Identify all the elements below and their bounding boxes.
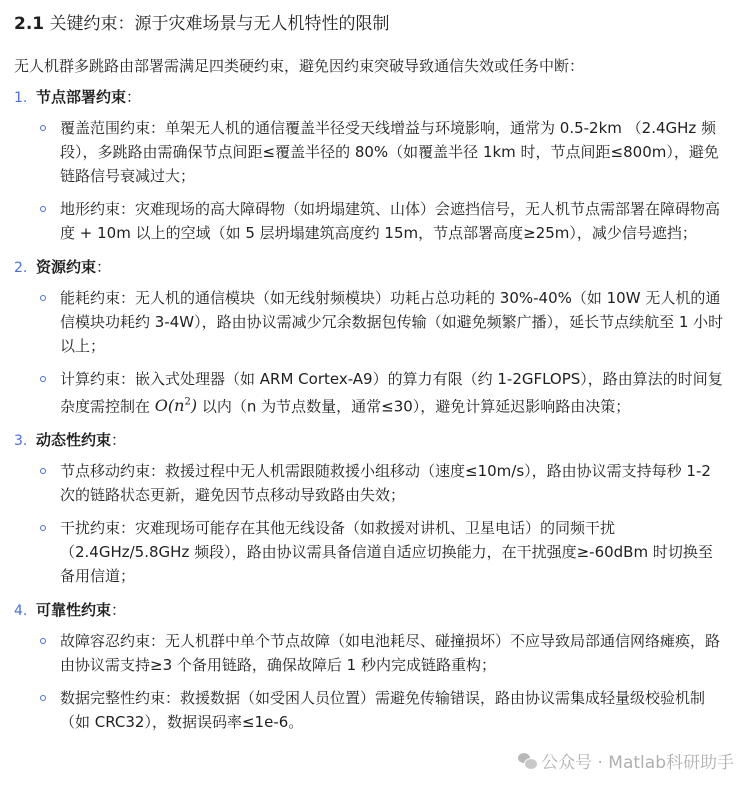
- section-colon: ：: [111, 431, 127, 450]
- section-number: 2.: [14, 260, 28, 276]
- constraint-section-dynamics: [14, 427, 742, 588]
- item-text: 干扰约束：灾难现场可能存在其他无线设备（如救援对讲机、卫星电话）的同频干扰 （2.4GHz/5.8GHz 频段），路由协议需具备信道自适应切换能力，在干扰强度≥-60dBm 时切换至备用信道；: [60, 519, 713, 586]
- math-exponent: 2: [184, 397, 191, 408]
- section-heading: [14, 10, 742, 38]
- item-text: 节点移动约束：救援过程中无人机需跟随救援小组移动（速度≤10m/s），路由协议需支持每秒 1-2 次的链路状态更新，避免因节点移动导致路由失效；: [60, 462, 711, 505]
- circle-bullet-icon: [40, 525, 46, 531]
- constraint-section-resource: [14, 254, 742, 418]
- section-label: 动态性约束: [36, 431, 112, 450]
- sub-list: [14, 459, 742, 588]
- math-close: ): [190, 396, 198, 416]
- section-title: [14, 84, 742, 111]
- circle-bullet-icon: [40, 295, 46, 301]
- item-text: 数据完整性约束：救援数据（如受困人员位置）需避免传输错误，路由协议需集成轻量级校验机制（如 CRC32），数据误码率≤1e-6。: [60, 689, 706, 732]
- section-title: [14, 254, 742, 281]
- circle-bullet-icon: [40, 376, 46, 382]
- list-item: [14, 459, 742, 507]
- sub-list: [14, 286, 742, 418]
- list-item: [14, 516, 742, 588]
- wechat-icon: [518, 753, 536, 769]
- sub-list: [14, 116, 742, 245]
- sub-list: [14, 629, 742, 734]
- section-label: 节点部署约束: [36, 88, 127, 106]
- item-text: 覆盖范围约束：单架无人机的通信覆盖半径受天线增益与环境影响，通常为 0.5-2km （2.4GHz 频段），多跳路由需确保节点间距≤覆盖半径的 80%（如覆盖半径 1km 时，节点间距≤800m），避免链路信号衰减过大；: [60, 119, 719, 185]
- item-text: 地形约束：灾难现场的高大障碍物（如坍塌建筑、山体）会遮挡信号，无人机节点需部署在障碍物高度 + 10m 以上的空域（如 5 层坍塌建筑高度约 15m，节点部署高度≥25m），减少信号遮挡；: [60, 200, 721, 242]
- circle-bullet-icon: [40, 638, 46, 644]
- section-title: [14, 427, 742, 454]
- list-item: [14, 686, 742, 734]
- circle-bullet-icon: [40, 206, 46, 212]
- section-colon: ：: [96, 258, 112, 276]
- section-colon: ：: [126, 88, 142, 106]
- watermark-text: 公众号 · Matlab科研助手: [541, 753, 734, 773]
- constraint-section-deployment: [14, 84, 742, 245]
- item-text: 故障容忍约束：无人机群中单个节点故障（如电池耗尽、碰撞损坏）不应导致局部通信网络瘫痪，路由协议需支持≥3 个备用链路，确保故障后 1 秒内完成链路重构；: [60, 632, 721, 675]
- math-formula: [155, 396, 197, 415]
- item-text: 能耗约束：无人机的通信模块（如无线射频模块）功耗占总功耗的 30%-40%（如 10W 无人机的通信模块功耗约 3-4W），路由协议需减少冗余数据包传输（如避免频繁广播），延长节点续航至 1 小时以上；: [60, 289, 724, 355]
- item-text-after: 以内（n 为节点数量，通常≤30），避免计算延迟影响路由决策；: [197, 397, 631, 416]
- list-item: [14, 286, 742, 358]
- intro-paragraph: 无人机群多跳路由部署需满足四类硬约束，避免因约束突破导致通信失效或任务中断：: [14, 57, 585, 75]
- section-number: 1.: [14, 90, 28, 106]
- circle-bullet-icon: [40, 468, 46, 474]
- section-number: 3.: [14, 433, 28, 450]
- list-item: [14, 197, 742, 245]
- section-label: 资源约束: [36, 258, 97, 276]
- list-item: [14, 367, 742, 418]
- constraint-section-reliability: [14, 597, 742, 734]
- heading-number: 2.1: [14, 14, 45, 34]
- list-item: [14, 116, 742, 188]
- item-text-before: 计算约束：嵌入式处理器（如 ARM Cortex-A9）的算力有限（约 1-2GFLOPS），路由算法的时间复杂度需控制在: [60, 370, 723, 416]
- constraint-list: [14, 84, 742, 734]
- watermark: [518, 748, 734, 773]
- section-label: 可靠性约束: [36, 601, 112, 620]
- section-number: 4.: [14, 603, 28, 620]
- section-title: [14, 597, 742, 624]
- circle-bullet-icon: [40, 125, 46, 131]
- section-colon: ：: [111, 601, 127, 620]
- heading-title: 关键约束：源于灾难场景与无人机特性的限制: [49, 14, 390, 34]
- list-item: [14, 629, 742, 677]
- circle-bullet-icon: [40, 695, 46, 701]
- math-base: O(n: [154, 396, 185, 416]
